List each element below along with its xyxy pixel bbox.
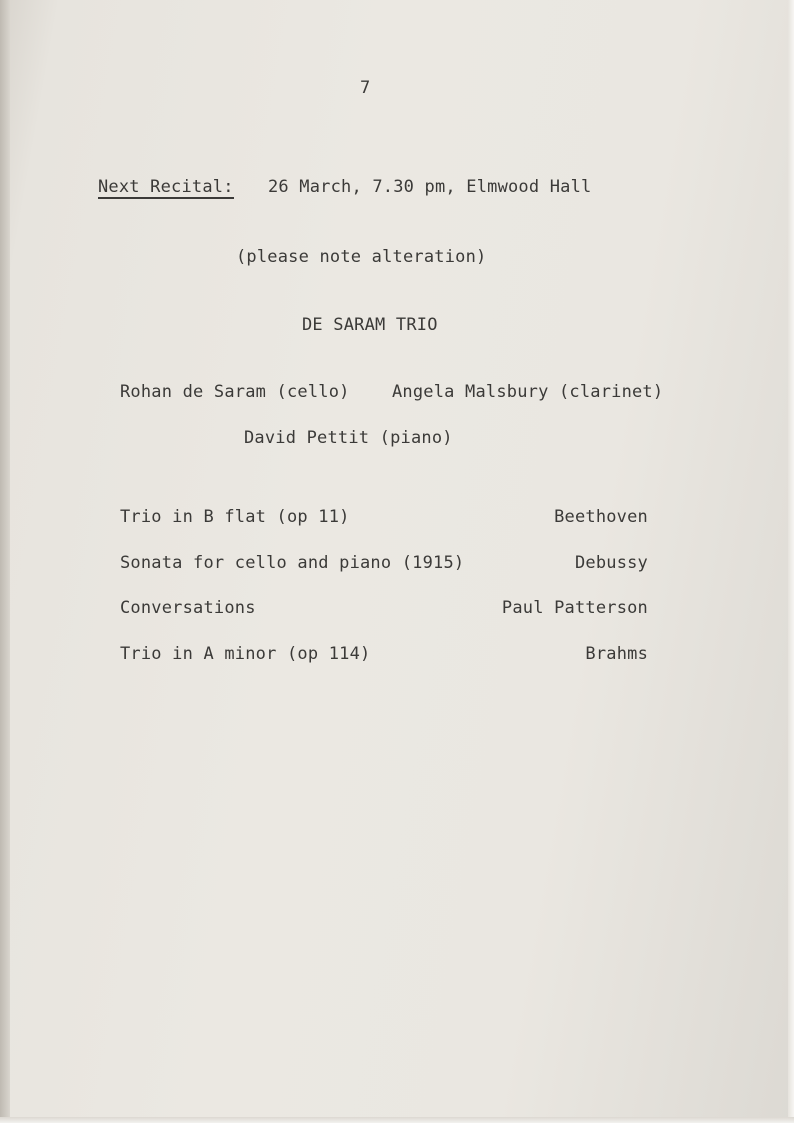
page-edge-right [788,0,794,1123]
programme-title: Sonata for cello and piano (1915) [120,553,465,573]
programme-title: Trio in A minor (op 114) [120,644,371,664]
page-edge-bottom [0,1117,794,1123]
programme-composer: Paul Patterson [501,598,648,618]
next-recital-label: Next Recital: [98,177,234,197]
page-shadow-left [0,0,10,1123]
page-number: 7 [360,78,371,98]
performer-clarinet: Angela Malsbury (clarinet) [392,382,664,402]
programme-composer: Debussy [574,553,648,573]
programme-composer: Brahms [585,644,648,664]
alteration-note: (please note alteration) [236,247,487,267]
programme-composer: Beethoven [554,507,648,527]
programme-title: Trio in B flat (op 11) [120,507,350,527]
ensemble-name: DE SARAM TRIO [302,315,438,335]
programme-title: Conversations [120,598,256,618]
performer-piano: David Pettit (piano) [244,428,453,448]
next-recital-detail: 26 March, 7.30 pm, Elmwood Hall [268,177,592,197]
performer-cello: Rohan de Saram (cello) [120,382,350,402]
